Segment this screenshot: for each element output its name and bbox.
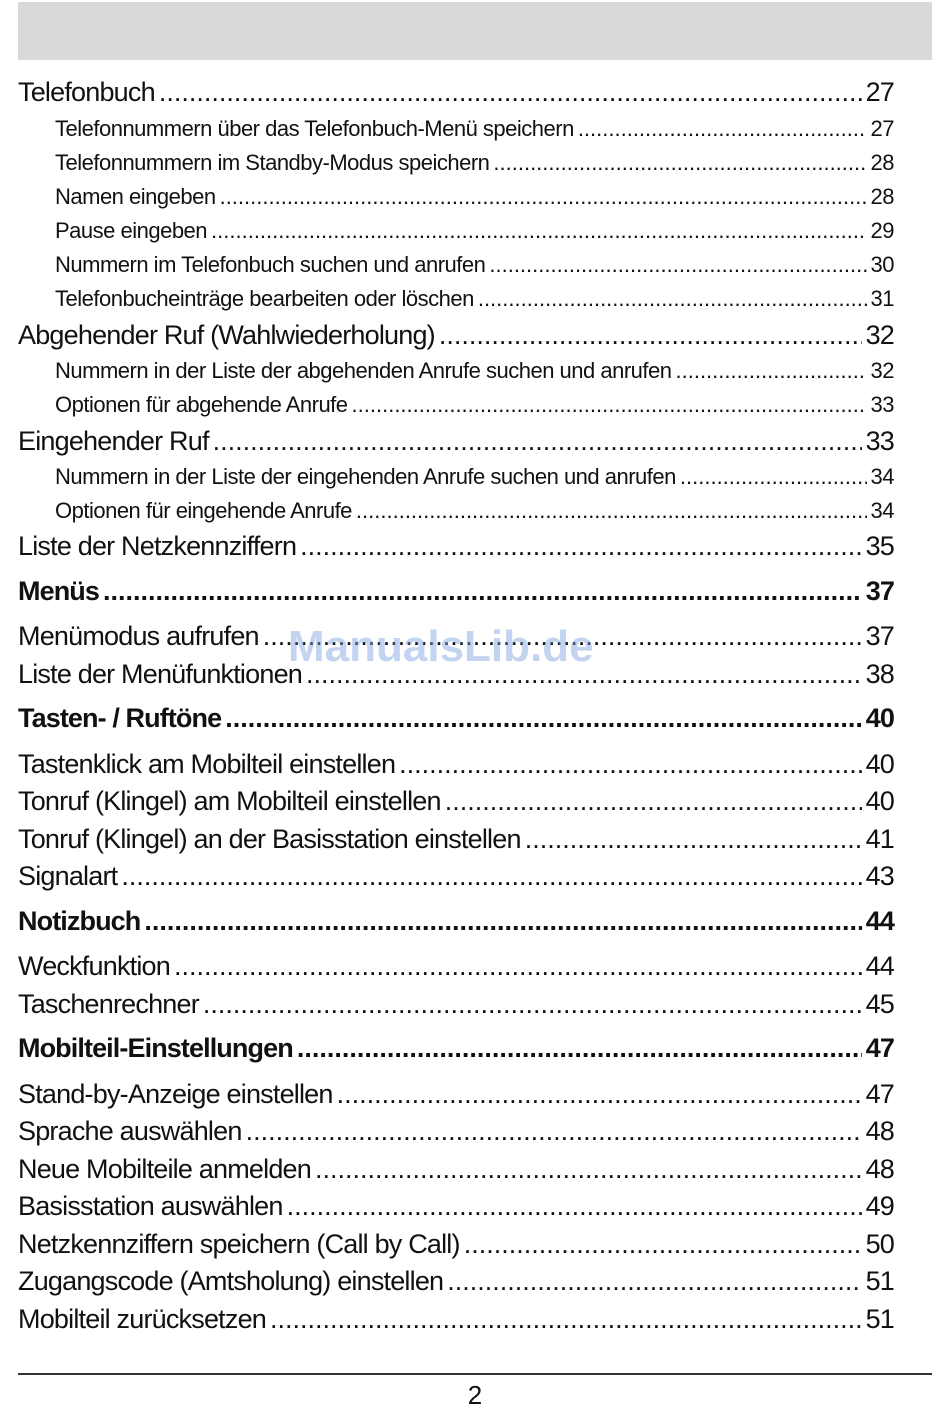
toc-subentry[interactable] xyxy=(18,146,894,180)
footer-divider xyxy=(18,1373,932,1375)
toc-entry[interactable] xyxy=(18,423,894,461)
toc-entry-page: 44 xyxy=(865,905,894,936)
toc-subentry[interactable] xyxy=(18,354,894,388)
dot-leader xyxy=(439,317,862,355)
dot-leader xyxy=(174,948,862,986)
toc-entry-page: 37 xyxy=(865,621,894,652)
toc-entry-page: 47 xyxy=(865,1078,894,1109)
toc-entry-title: Tasten- / Ruftöne xyxy=(18,703,222,734)
toc-entry[interactable] xyxy=(18,783,894,821)
dot-leader xyxy=(680,460,867,494)
toc-entry-title: Telefonnummern im Standby-Modus speichern xyxy=(55,149,490,175)
toc-entry-page: 33 xyxy=(870,392,894,418)
toc-subentry[interactable] xyxy=(18,214,894,248)
toc-entry-title: Pause eingeben xyxy=(55,218,208,244)
toc-entry[interactable] xyxy=(18,1263,894,1301)
toc-entry-page: 41 xyxy=(865,823,894,854)
toc-entry-title: Liste der Netzkennziffern xyxy=(18,531,297,562)
toc-entry-title: Telefonbucheinträge bearbeiten oder löschen xyxy=(55,286,474,312)
toc-entry-title: Nummern in der Liste der abgehenden Anrufe suchen und anrufen xyxy=(55,358,672,384)
toc-entry-title: Optionen für abgehende Anrufe xyxy=(55,392,348,418)
dot-leader xyxy=(213,423,862,461)
toc-chapter-entry[interactable] xyxy=(18,903,894,941)
toc-entry-title: Zugangscode (Amtsholung) einstellen xyxy=(18,1266,444,1297)
dot-leader xyxy=(399,746,861,784)
toc-entry-page: 44 xyxy=(865,951,894,982)
toc-entry[interactable] xyxy=(18,1113,894,1151)
page-number: 2 xyxy=(467,1380,483,1410)
toc-chapter-entry[interactable] xyxy=(18,573,894,611)
dot-leader xyxy=(246,1113,862,1151)
toc-entry-title: Tonruf (Klingel) an der Basisstation einstellen xyxy=(18,823,521,854)
toc-subentry[interactable] xyxy=(18,180,894,214)
dot-leader xyxy=(356,494,867,528)
toc-entry-page: 32 xyxy=(865,319,894,350)
toc-entry[interactable] xyxy=(18,528,894,566)
toc-entry-title: Neue Mobilteile anmelden xyxy=(18,1153,311,1184)
toc-entry-title: Optionen für eingehende Anrufe xyxy=(55,498,352,524)
toc-subentry[interactable] xyxy=(18,388,894,422)
toc-entry-page: 48 xyxy=(865,1116,894,1147)
toc-entry[interactable] xyxy=(18,1076,894,1114)
toc-subentry[interactable] xyxy=(18,112,894,146)
dot-leader xyxy=(337,1076,862,1114)
table-of-contents xyxy=(18,74,894,1338)
toc-entry-page: 43 xyxy=(865,861,894,892)
toc-entry-page: 34 xyxy=(870,464,894,489)
toc-entry-page: 35 xyxy=(865,531,894,562)
toc-entry-page: 28 xyxy=(870,149,894,175)
toc-chapter-entry[interactable] xyxy=(18,700,894,738)
toc-entry[interactable] xyxy=(18,948,894,986)
toc-entry-page: 32 xyxy=(870,358,894,384)
toc-entry-title: Telefonnummern über das Telefonbuch-Menü speichern xyxy=(55,115,574,141)
toc-entry[interactable] xyxy=(18,1151,894,1189)
toc-entry[interactable] xyxy=(18,858,894,896)
toc-entry-title: Basisstation auswählen xyxy=(18,1191,283,1222)
toc-entry-page: 27 xyxy=(865,77,894,107)
toc-entry[interactable] xyxy=(18,986,894,1024)
toc-entry-page: 45 xyxy=(865,988,894,1019)
dot-leader xyxy=(315,1151,862,1189)
toc-entry-page: 40 xyxy=(865,748,894,779)
toc-entry-title: Namen eingeben xyxy=(55,183,216,209)
toc-entry[interactable] xyxy=(18,74,894,112)
toc-chapter-entry[interactable] xyxy=(18,1030,894,1068)
dot-leader xyxy=(578,112,867,146)
toc-entry-page: 48 xyxy=(865,1153,894,1184)
dot-leader xyxy=(270,1301,862,1339)
toc-entry-page: 49 xyxy=(865,1191,894,1222)
toc-entry-page: 37 xyxy=(865,575,894,606)
toc-entry-title: Mobilteil-Einstellungen xyxy=(18,1033,293,1064)
dot-leader xyxy=(352,388,867,422)
toc-entry-title: Taschenrechner xyxy=(18,988,199,1019)
toc-entry-title: Telefonbuch xyxy=(18,77,155,107)
toc-entry[interactable] xyxy=(18,821,894,859)
toc-entry-page: 30 xyxy=(870,252,894,278)
toc-entry-page: 31 xyxy=(870,286,894,312)
dot-leader xyxy=(478,282,867,316)
dot-leader xyxy=(220,180,867,214)
toc-entry-page: 27 xyxy=(870,115,894,141)
dot-leader xyxy=(297,1030,862,1068)
toc-entry-page: 40 xyxy=(865,786,894,817)
toc-entry-page: 34 xyxy=(870,498,894,524)
toc-entry-page: 40 xyxy=(865,703,894,734)
toc-entry-title: Weckfunktion xyxy=(18,951,170,982)
toc-entry[interactable] xyxy=(18,746,894,784)
toc-entry-page: 28 xyxy=(870,183,894,209)
dot-leader xyxy=(464,1226,862,1264)
dot-leader xyxy=(525,821,862,859)
toc-entry-title: Netzkennziffern speichern (Call by Call) xyxy=(18,1228,460,1259)
dot-leader xyxy=(103,573,862,611)
toc-subentry[interactable] xyxy=(18,494,894,528)
toc-entry[interactable] xyxy=(18,317,894,355)
toc-entry-title: Notizbuch xyxy=(18,905,141,936)
dot-leader xyxy=(121,858,861,896)
dot-leader xyxy=(287,1188,862,1226)
toc-entry-title: Sprache auswählen xyxy=(18,1116,242,1147)
toc-entry[interactable] xyxy=(18,1188,894,1226)
toc-entry-title: Stand-by-Anzeige einstellen xyxy=(18,1078,333,1109)
toc-entry-page: 51 xyxy=(865,1303,894,1334)
toc-entry-page: 50 xyxy=(865,1228,894,1259)
watermark: ManualsLib.de xyxy=(288,622,594,671)
toc-entry-title: Menümodus aufrufen xyxy=(18,621,259,652)
dot-leader xyxy=(211,214,866,248)
toc-entry[interactable] xyxy=(18,1226,894,1264)
dot-leader xyxy=(300,528,861,566)
toc-entry-title: Menüs xyxy=(18,575,100,606)
toc-subentry[interactable] xyxy=(18,282,894,316)
dot-leader xyxy=(225,700,862,738)
toc-entry-page: 47 xyxy=(865,1033,894,1064)
dot-leader xyxy=(676,354,867,388)
dot-leader xyxy=(144,903,861,941)
dot-leader xyxy=(203,986,862,1024)
toc-subentry[interactable] xyxy=(18,248,894,282)
toc-entry-title: Tastenklick am Mobilteil einstellen xyxy=(18,748,396,779)
dot-leader xyxy=(445,783,862,821)
toc-entry-title: Signalart xyxy=(18,861,118,892)
toc-entry-page: 51 xyxy=(865,1266,894,1297)
header-bar xyxy=(18,2,932,60)
toc-entry-title: Nummern in der Liste der eingehenden Anrufe suchen und anrufen xyxy=(55,464,676,489)
toc-entry-title: Tonruf (Klingel) am Mobilteil einstellen xyxy=(18,786,441,817)
toc-entry-title: Mobilteil zurücksetzen xyxy=(18,1303,267,1334)
toc-subentry[interactable] xyxy=(18,460,894,494)
dot-leader xyxy=(489,248,866,282)
dot-leader xyxy=(447,1263,861,1301)
toc-entry-title: Liste der Menüfunktionen xyxy=(18,658,302,689)
toc-entry[interactable] xyxy=(18,1301,894,1339)
toc-entry-title: Eingehender Ruf xyxy=(18,425,209,456)
toc-entry-title: Nummern im Telefonbuch suchen und anrufen xyxy=(55,252,486,278)
toc-entry-title: Abgehender Ruf (Wahlwiederholung) xyxy=(18,319,435,350)
dot-leader xyxy=(159,74,862,112)
toc-entry-page: 29 xyxy=(870,218,894,244)
toc-entry-page: 33 xyxy=(865,425,894,456)
toc-entry-page: 38 xyxy=(865,658,894,689)
dot-leader xyxy=(493,146,866,180)
